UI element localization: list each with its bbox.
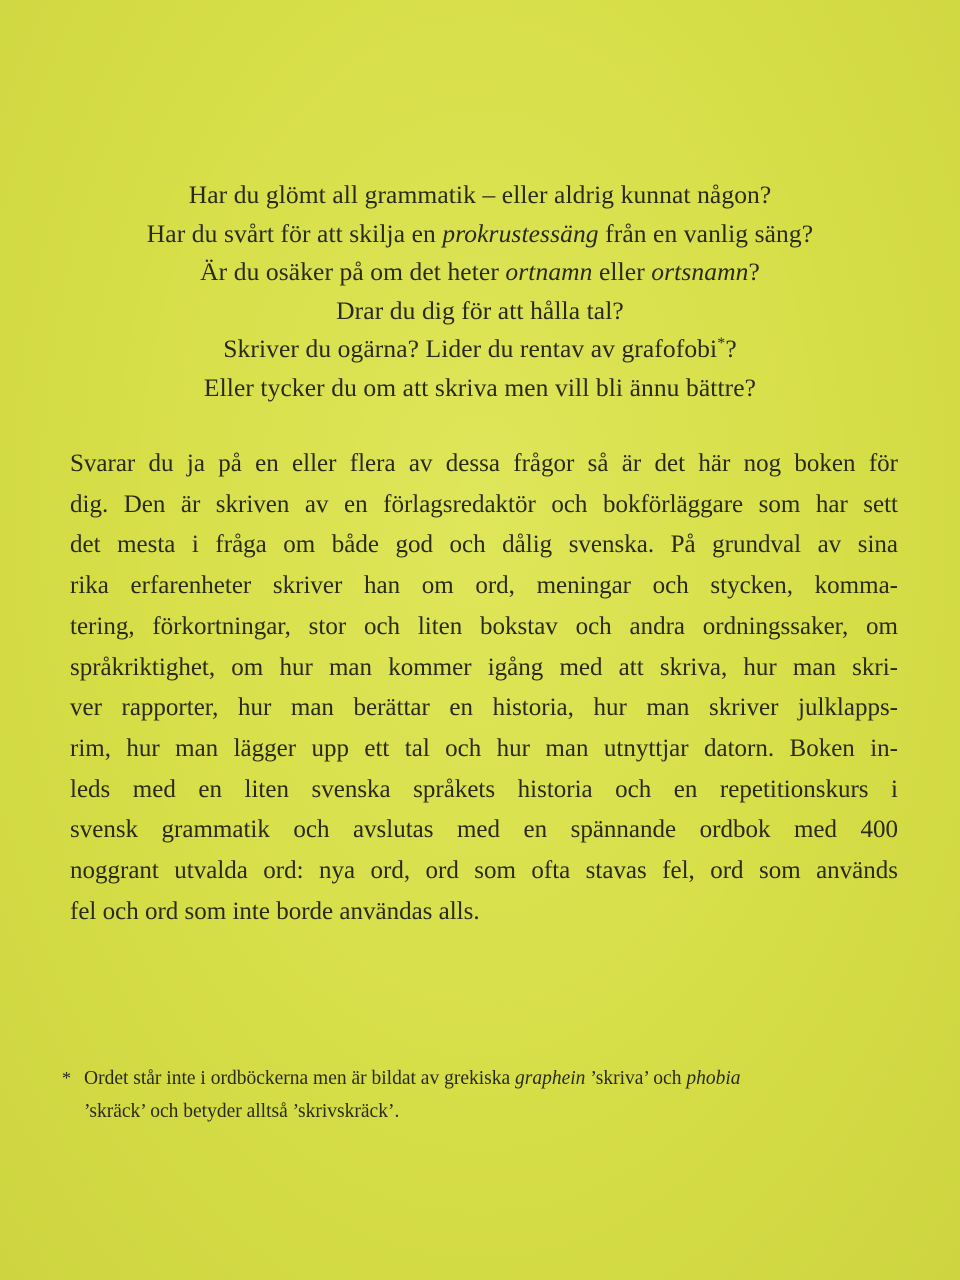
question-line-2-italic: prokrustessäng [442, 218, 599, 248]
paragraph-line: svensk grammatik och avslutas med en spännande ordbok med 400 [70, 816, 898, 844]
question-line-2 [40, 215, 920, 254]
question-line-5-pre: Skriver du ogärna? Lider du rentav av grafofobi [223, 334, 718, 363]
footnote-italic-phobia: phobia [686, 1068, 741, 1089]
question-line-1: Har du glömt all grammatik – eller aldrig kunnat någon? [188, 180, 772, 209]
question-line-3-pre: Är du osäker på om det heter [200, 257, 506, 286]
paragraph-line: rim, hur man lägger upp ett tal och hur man utnyttjar datorn. Boken in- [70, 734, 898, 762]
footnote-asterisk: * [62, 1068, 71, 1088]
question-line-2-pre: Har du svårt för att skilja en [146, 218, 443, 248]
question-block [40, 176, 920, 407]
question-line-3 [40, 253, 920, 292]
footnote [62, 1062, 882, 1128]
paragraph-line: ver rapporter, hur man berättar en historia, hur man skriver julklapps- [70, 694, 898, 722]
paragraph-line: språkriktighet, om hur man kommer igång med att skriva, hur man skri- [70, 653, 898, 681]
question-line-2-post: från en vanlig säng? [598, 218, 814, 248]
question-line-4: Drar du dig för att hålla tal? [336, 295, 624, 325]
paragraph-line: dig. Den är skriven av en förlagsredaktör och bokförläggare som har sett [70, 490, 898, 518]
footnote-line-2: ’skräck’ och betyder alltså ’skrivskräck’. [84, 1101, 400, 1122]
question-line-3-italic-2: ortsnamn [651, 257, 749, 286]
question-line-3-post: ? [748, 257, 760, 286]
paragraph-line: tering, förkortningar, stor och liten bokstav och andra ordningssaker, om [70, 612, 898, 640]
question-line-3-italic-1: ortnamn [505, 257, 593, 286]
footnote-line-1-mid: ’skriva’ och [585, 1068, 687, 1089]
footnote-reference-asterisk: * [717, 335, 726, 352]
paragraph-line: det mesta i fråga om både god och dålig svenska. På grundval av sina [70, 531, 898, 559]
question-line-5-post: ? [725, 334, 737, 363]
paragraph-line: Svarar du ja på en eller flera av dessa frågor så är det här nog boken för [70, 450, 898, 477]
description-paragraph [70, 444, 898, 932]
question-line-5 [40, 330, 920, 369]
paragraph-line: noggrant utvalda ord: nya ord, ord som ofta stavas fel, ord som används [70, 857, 898, 885]
footnote-italic-graphein: graphein [515, 1068, 586, 1089]
question-line-6: Eller tycker du om att skriva men vill bli ännu bättre? [203, 372, 757, 402]
question-line-3-mid: eller [592, 257, 652, 286]
paragraph-line: leds med en liten svenska språkets historia och en repetitionskurs i [70, 775, 898, 803]
paragraph-line: rika erfarenheter skriver han om ord, meningar och stycken, komma- [70, 572, 898, 600]
paragraph-line: fel och ord som inte borde användas alls. [70, 897, 480, 925]
footnote-line-1-pre: Ordet står inte i ordböckerna men är bildat av grekiska [84, 1068, 516, 1089]
footnote-line-1 [62, 1062, 882, 1095]
